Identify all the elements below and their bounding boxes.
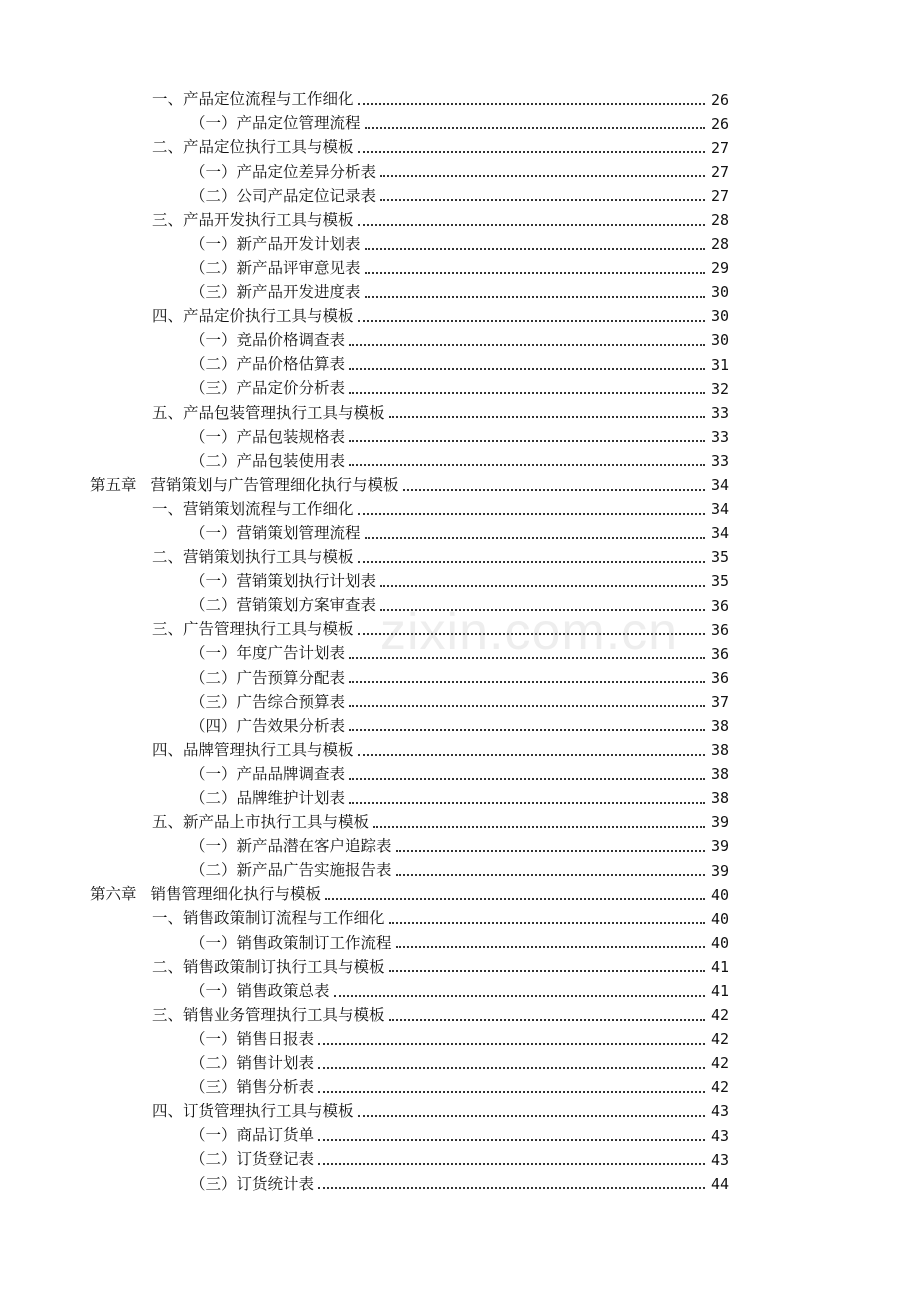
toc-entry-title [190,258,361,277]
toc-chapter-number: 第六章 [90,885,137,904]
toc-subsection-entry[interactable] [0,1052,920,1076]
toc-entry-title [190,692,346,711]
toc-entry-text: 一、营销策划流程与工作细化 [152,499,354,518]
toc-entry-text: （三）新产品开发进度表 [190,283,361,302]
toc-subsection-entry[interactable] [0,570,920,594]
watermark: zixin.com.cn [380,603,679,661]
toc-dot-leader [349,681,705,683]
toc-subsection-entry[interactable] [0,377,920,401]
toc-entry-title [190,1128,314,1144]
toc-subsection-entry[interactable] [0,112,920,136]
toc-entry-text: （一）销售政策总表 [190,981,330,1000]
toc-dot-leader [349,802,705,804]
toc-entry-title [152,622,354,638]
toc-entry-title [190,1056,314,1072]
toc-dot-leader [358,754,705,756]
toc-page-number: 36 [710,644,729,663]
toc-entry-text: 销售管理细化执行与模板 [150,885,322,904]
toc-entry-title [152,911,385,927]
toc-entry-text: 三、广告管理执行工具与模板 [152,620,354,639]
toc-dot-leader [358,151,705,153]
toc-subsection-entry[interactable] [0,160,920,184]
toc-subsection-entry[interactable] [0,763,920,787]
toc-entry-text: 三、销售业务管理执行工具与模板 [152,1005,385,1024]
toc-dot-leader [318,1067,705,1069]
toc-entry-text: （三）广告综合预算表 [190,692,346,711]
toc-page-number: 30 [710,331,729,350]
toc-page-number: 33 [710,403,729,422]
toc-entry-text: 五、产品包装管理执行工具与模板 [152,403,385,422]
toc-entry-text: （二）订货登记表 [190,1150,315,1169]
toc-page-number: 43 [710,1150,729,1169]
toc-subsection-entry[interactable] [0,257,920,281]
toc-dot-leader [389,970,705,972]
toc-page-number: 30 [710,283,729,302]
toc-page-number: 42 [710,1030,729,1049]
toc-dot-leader [365,272,705,274]
toc-chapter-entry[interactable] [0,474,920,498]
toc-entry-title [190,791,345,807]
toc-dot-leader [358,1115,705,1117]
toc-entry-text: （二）销售计划表 [190,1054,315,1073]
toc-entry-text: 一、销售政策制订流程与工作细化 [152,909,385,928]
toc-page-number: 38 [710,765,729,784]
toc-page-number: 42 [710,1078,729,1097]
toc-subsection-entry[interactable] [0,1124,920,1148]
toc-subsection-entry[interactable] [0,1028,920,1052]
toc-page-number: 33 [710,427,729,446]
toc-section-entry[interactable] [0,136,920,160]
toc-dot-leader [349,344,705,346]
toc-subsection-entry[interactable] [0,233,920,257]
toc-dot-leader [358,633,705,635]
toc-subsection-entry[interactable] [0,1148,920,1172]
toc-entry-title [190,427,346,446]
toc-subsection-entry[interactable] [0,329,920,353]
toc-dot-leader [403,489,705,491]
toc-page-number: 38 [710,789,729,808]
toc-subsection-entry[interactable] [0,281,920,305]
toc-entry-title [190,381,345,397]
toc-entry-text: （二）品牌维护计划表 [190,789,346,808]
toc-subsection-entry[interactable] [0,1172,920,1196]
toc-entry-text: （一）商品订货单 [190,1126,315,1145]
toc-dot-leader [358,513,705,515]
toc-entry-title [190,285,361,301]
toc-entry-text: （二）广告预算分配表 [190,668,346,687]
toc-entry-title [152,403,385,422]
toc-page-number: 39 [710,813,729,832]
toc-entry-text: （一）产品定位管理流程 [190,114,361,133]
toc-entry-text: （二）公司产品定位记录表 [190,186,377,205]
toc-entry-title [190,716,346,735]
toc-dot-leader [325,898,705,900]
toc-entry-title [152,499,354,518]
toc-entry-text: （二）营销策划方案审查表 [190,596,377,615]
toc-dot-leader [389,416,705,418]
toc-page-number: 27 [710,162,729,181]
toc-dot-leader [349,368,705,370]
toc-entry-text: （二）新产品广告实施报告表 [190,861,392,880]
toc-dot-leader [389,1019,705,1021]
toc-section-entry[interactable] [0,88,920,112]
toc-entry-title [190,981,330,1000]
toc-dot-leader [318,1139,705,1141]
toc-dot-leader [396,874,705,876]
toc-section-entry[interactable] [0,208,920,232]
toc-page-number: 35 [710,548,729,567]
toc-page-number: 34 [710,476,729,495]
toc-entry-title [152,1104,354,1120]
toc-page-number: 32 [710,379,729,398]
toc-page-number: 26 [710,90,729,109]
toc-entry-text: 四、品牌管理执行工具与模板 [152,740,354,759]
toc-page-number: 34 [710,500,729,519]
toc-section-entry[interactable] [0,498,920,522]
toc-entry-title [190,574,376,590]
toc-entry-title [190,1080,314,1096]
toc-entry-title [190,863,392,879]
toc-dot-leader [358,320,705,322]
toc-entry-title [190,668,346,687]
toc-entry-text: 三、产品开发执行工具与模板 [152,210,354,229]
toc-entry-title [90,475,399,494]
toc-entry-text: 五、新产品上市执行工具与模板 [152,813,370,832]
toc-dot-leader [349,464,705,466]
toc-dot-leader [358,561,705,563]
toc-entry-title [190,598,376,614]
toc-entry-title [152,309,354,325]
toc-entry-text: （一）销售政策制订工作流程 [190,933,392,952]
toc-dot-leader [349,729,705,731]
toc-section-entry[interactable] [0,1004,920,1028]
toc-dot-leader [380,175,705,177]
toc-entry-text: （三）产品定价分析表 [190,379,346,398]
toc-subsection-entry[interactable] [0,666,920,690]
toc-entry-title [190,839,392,855]
toc-section-entry[interactable] [0,739,920,763]
toc-page-number: 34 [710,524,729,543]
toc-page-number: 39 [710,861,729,880]
toc-entry-text: 二、营销策划执行工具与模板 [152,548,354,567]
toc-dot-leader [380,609,705,611]
toc-entry-text: （一）产品定位差异分析表 [190,162,377,181]
toc-chapter-entry[interactable] [0,883,920,907]
toc-dot-leader [318,1163,705,1165]
toc-dot-leader [349,657,705,659]
toc-page-number: 30 [710,307,729,326]
toc-dot-leader [318,1091,705,1093]
toc-page-number: 44 [710,1174,729,1193]
toc-entry-text: （一）产品包装规格表 [190,427,346,446]
toc-entry-text: 四、订货管理执行工具与模板 [152,1102,354,1121]
toc-dot-leader [380,199,705,201]
toc-subsection-entry[interactable] [0,522,920,546]
toc-entry-text: （一）新产品开发计划表 [190,234,361,253]
toc-page-number: 36 [710,668,729,687]
toc-subsection-entry[interactable] [0,979,920,1003]
toc-dot-leader [365,127,705,129]
toc-entry-title [190,1174,315,1193]
toc-section-entry[interactable] [0,305,920,329]
toc-page-number: 31 [710,355,729,374]
toc-subsection-entry[interactable] [0,184,920,208]
toc-page-number: 42 [710,1006,729,1025]
toc-entry-title [152,815,369,831]
toc-dot-leader [380,585,705,587]
toc-subsection-entry[interactable] [0,353,920,377]
toc-dot-leader [396,850,705,852]
toc-entry-text: （三）销售分析表 [190,1078,315,1097]
toc-entry-text: 四、产品定价执行工具与模板 [152,307,354,326]
toc-entry-text: （一）年度广告计划表 [190,644,346,663]
toc-subsection-entry[interactable] [0,714,920,738]
toc-entry-title [190,162,377,181]
toc-section-entry[interactable] [0,811,920,835]
toc-entry-title [190,333,345,349]
toc-entry-title [152,210,354,229]
toc-page-number: 39 [710,837,729,856]
toc-chapter-number: 第五章 [90,475,137,494]
toc-dot-leader [349,440,705,442]
toc-page-number: 43 [710,1126,729,1145]
toc-entry-title [190,186,377,205]
toc-subsection-entry[interactable] [0,931,920,955]
toc-page-number: 28 [710,235,729,254]
toc-entry-title [190,357,345,373]
toc-page-number: 38 [710,716,729,735]
toc-page-number: 35 [710,572,729,591]
toc-section-entry[interactable] [0,401,920,425]
toc-entry-text: 二、销售政策制订执行工具与模板 [152,957,385,976]
toc-dot-leader [349,705,705,707]
toc-subsection-entry[interactable] [0,859,920,883]
toc-page-number: 43 [710,1102,729,1121]
toc-entry-text: 二、产品定位执行工具与模板 [152,138,354,157]
toc-subsection-entry[interactable] [0,1076,920,1100]
toc-page-number: 41 [710,982,729,1001]
toc-section-entry[interactable] [0,907,920,931]
toc-subsection-entry[interactable] [0,449,920,473]
toc-page-number: 36 [710,620,729,639]
toc-entry-title [190,234,361,253]
toc-entry-title [152,140,354,156]
toc-dot-leader [373,826,705,828]
toc-entry-text: （四）广告效果分析表 [190,716,346,735]
toc-entry-text: （一）销售日报表 [190,1029,315,1048]
toc-dot-leader [349,778,705,780]
toc-dot-leader [396,946,705,948]
toc-page-number: 27 [710,138,729,157]
toc-subsection-entry[interactable] [0,835,920,859]
toc-dot-leader [365,248,705,250]
toc-entry-title [190,646,345,662]
toc-page-number: 27 [710,186,729,205]
toc-entry-title [90,887,321,903]
toc-dot-leader [358,224,705,226]
toc-entry-title [190,933,392,952]
toc-subsection-entry[interactable] [0,425,920,449]
toc-page-number: 41 [710,957,729,976]
toc-entry-text: 营销策划与广告管理细化执行与模板 [150,475,399,494]
toc-subsection-entry[interactable] [0,642,920,666]
toc-subsection-entry[interactable] [0,594,920,618]
toc-entry-title [190,451,346,470]
toc-page-number: 36 [710,596,729,615]
toc-dot-leader [334,995,705,997]
toc-entry-text: 一、产品定位流程与工作细化 [152,90,354,109]
toc-dot-leader [365,296,705,298]
toc-entry-title [190,523,361,542]
toc-page-number: 40 [710,885,729,904]
toc-dot-leader [389,922,705,924]
toc-entry-title [152,740,354,759]
toc-subsection-entry[interactable] [0,690,920,714]
toc-section-entry[interactable] [0,1100,920,1124]
toc-entry-text: （一）营销策划管理流程 [190,523,361,542]
toc-entry-title [190,764,346,783]
toc-entry-text: （二）产品包装使用表 [190,451,346,470]
toc-page-number: 40 [710,933,729,952]
toc-page-number: 29 [710,259,729,278]
toc-dot-leader [318,1043,705,1045]
toc-page-number: 33 [710,451,729,470]
toc-dot-leader [318,1187,705,1189]
toc-entry-text: （一）产品品牌调查表 [190,764,346,783]
toc-dot-leader [365,537,705,539]
toc-entry-title [152,957,385,976]
toc-page-number: 38 [710,741,729,760]
toc-entry-title [190,1029,315,1048]
toc-entry-title [152,1005,385,1024]
toc-section-entry[interactable] [0,546,920,570]
table-of-contents [0,88,920,1196]
toc-entry-text: （三）订货统计表 [190,1174,315,1193]
toc-subsection-entry[interactable] [0,787,920,811]
toc-page-number: 37 [710,692,729,711]
toc-page-number: 42 [710,1054,729,1073]
toc-entry-title [152,92,354,108]
toc-entry-text: （二）产品价格估算表 [190,355,346,374]
toc-entry-title [190,116,361,132]
toc-entry-text: （一）营销策划执行计划表 [190,572,377,591]
toc-entry-title [152,550,354,566]
toc-entry-text: （二）新产品评审意见表 [190,258,361,277]
toc-page-number: 28 [710,211,729,230]
toc-page-number: 40 [710,909,729,928]
toc-entry-title [190,1152,314,1168]
toc-section-entry[interactable] [0,955,920,979]
toc-entry-text: （一）竞品价格调查表 [190,331,346,350]
toc-dot-leader [358,103,705,105]
toc-page-number: 26 [710,114,729,133]
toc-entry-text: （一）新产品潜在客户追踪表 [190,837,392,856]
toc-section-entry[interactable] [0,618,920,642]
toc-dot-leader [349,392,705,394]
